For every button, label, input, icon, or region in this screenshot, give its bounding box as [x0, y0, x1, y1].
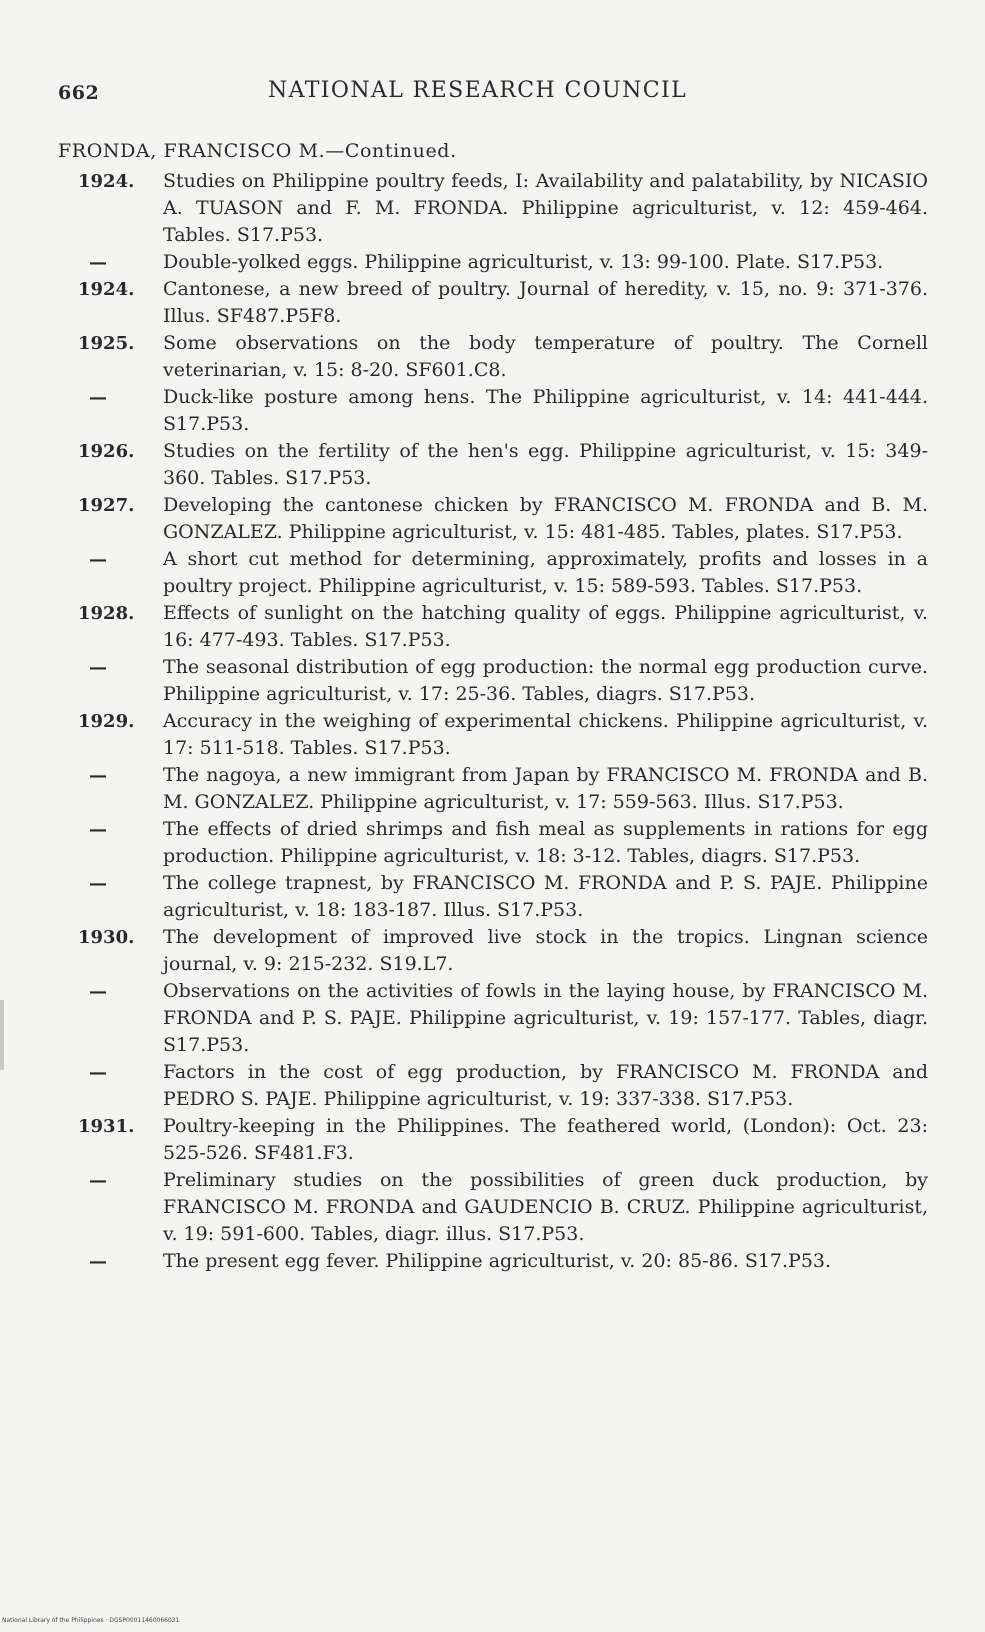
bibliography-entry — [78, 276, 928, 330]
entry-citation: Observations on the activities of fowls in the laying house, by FRANCISCO M. FRONDA and P. S. PAJE. Philippine agriculturist, v. 19: 157-177. Tables, diagr. S17.P53. — [163, 980, 928, 1056]
entry-year: 1929. — [78, 711, 135, 732]
entry-year: — — [89, 252, 107, 273]
entry-citation: Double-yolked eggs. Philippine agriculturist, v. 13: 99-100. Plate. S17.P53. — [163, 251, 884, 273]
entry-citation: The seasonal distribution of egg production: the normal egg production curve. Philippine agriculturist, v. 17: 25-36. Tables, diagrs. S17.P53. — [163, 656, 928, 705]
entry-citation: Cantonese, a new breed of poultry. Journal of heredity, v. 15, no. 9: 371-376. Illus. SF487.P5F8. — [163, 278, 928, 327]
bibliography-entry — [78, 384, 928, 438]
bibliography-entry — [78, 1113, 928, 1167]
entry-year: — — [89, 549, 107, 570]
entry-citation: The present egg fever. Philippine agriculturist, v. 20: 85-86. S17.P53. — [163, 1250, 832, 1272]
author-heading: FRONDA, FRANCISCO M.—Continued. — [58, 140, 457, 162]
bibliography-entry — [78, 924, 928, 978]
bibliography-entry — [78, 600, 928, 654]
bibliography-entry — [78, 978, 928, 1059]
bibliography-entry — [78, 762, 928, 816]
entry-citation: Poultry-keeping in the Philippines. The feathered world, (London): Oct. 23: 525-526. SF481.F3. — [163, 1115, 928, 1164]
entry-year: — — [89, 1062, 107, 1083]
bibliography-entry — [78, 1248, 928, 1275]
entry-citation: Some observations on the body temperature of poultry. The Cornell veterinarian, v. 15: 8-20. SF601.C8. — [163, 332, 928, 381]
bibliography-entry — [78, 249, 928, 276]
bibliography-entry — [78, 1167, 928, 1248]
page-number: 662 — [58, 82, 100, 104]
entry-citation: Factors in the cost of egg production, by FRANCISCO M. FRONDA and PEDRO S. PAJE. Philippine agriculturist, v. 19: 337-338. S17.P53. — [163, 1061, 928, 1110]
entry-citation: Effects of sunlight on the hatching quality of eggs. Philippine agriculturist, v. 16: 477-493. Tables. S17.P53. — [163, 602, 928, 651]
entry-year: 1926. — [78, 441, 135, 462]
bibliography-entry — [78, 546, 928, 600]
entry-year: — — [89, 819, 107, 840]
entry-citation: Accuracy in the weighing of experimental chickens. Philippine agriculturist, v. 17: 511-518. Tables. S17.P53. — [163, 710, 928, 759]
entry-year: 1925. — [78, 333, 135, 354]
entry-citation: The nagoya, a new immigrant from Japan by FRANCISCO M. FRONDA and B. M. GONZALEZ. Philippine agriculturist, v. 17: 559-563. Illus. S17.P53. — [163, 764, 928, 813]
bibliography-entry — [78, 330, 928, 384]
entry-year: — — [89, 1251, 107, 1272]
entry-year: — — [89, 387, 107, 408]
entry-citation: Studies on the fertility of the hen's egg. Philippine agriculturist, v. 15: 349-360. Tables. S17.P53. — [163, 440, 928, 489]
page-header — [58, 78, 718, 108]
bibliography-entry — [78, 168, 928, 249]
entry-year: 1928. — [78, 603, 135, 624]
entry-citation: The college trapnest, by FRANCISCO M. FRONDA and P. S. PAJE. Philippine agriculturist, v. 18: 183-187. Illus. S17.P53. — [163, 872, 928, 921]
entry-year: — — [89, 657, 107, 678]
entry-year: — — [89, 873, 107, 894]
entry-year: 1924. — [78, 279, 135, 300]
bibliography-entry — [78, 870, 928, 924]
entry-citation: Duck-like posture among hens. The Philippine agriculturist, v. 14: 441-444. S17.P53. — [163, 386, 928, 435]
entry-citation: Preliminary studies on the possibilities of green duck production, by FRANCISCO M. FRONDA and GAUDENCIO B. CRUZ. Philippine agriculturist, v. 19: 591-600. Tables, diagr. illus. S17.P53. — [163, 1169, 928, 1245]
entry-citation: A short cut method for determining, approximately, profits and losses in a poultry project. Philippine agriculturist, v. 15: 589-593. Tables. S17.P53. — [163, 548, 928, 597]
running-head: NATIONAL RESEARCH COUNCIL — [268, 78, 688, 103]
bibliography-entry — [78, 1059, 928, 1113]
entry-year: 1924. — [78, 171, 135, 192]
bibliography-entry — [78, 708, 928, 762]
scan-footer: National Library of the Philippines · DGSP00011460066031 — [2, 1617, 180, 1624]
scan-edge-mark — [0, 1000, 4, 1070]
bibliography-entry — [78, 438, 928, 492]
entry-year: 1930. — [78, 927, 135, 948]
entry-citation: Developing the cantonese chicken by FRANCISCO M. FRONDA and B. M. GONZALEZ. Philippine agriculturist, v. 15: 481-485. Tables, plates. S17.P53. — [163, 494, 928, 543]
entry-year: — — [89, 981, 107, 1002]
entry-year: — — [89, 765, 107, 786]
entry-citation: Studies on Philippine poultry feeds, I: Availability and palatability, by NICASIO A. TUASON and F. M. FRONDA. Philippine agriculturist, v. 12: 459-464. Tables. S17.P53. — [163, 170, 928, 246]
entry-citation: The effects of dried shrimps and fish meal as supplements in rations for egg production. Philippine agriculturist, v. 18: 3-12. Tables, diagrs. S17.P53. — [163, 818, 928, 867]
bibliography-entry — [78, 492, 928, 546]
bibliography-list — [78, 168, 928, 1275]
entry-year: 1931. — [78, 1116, 135, 1137]
bibliography-entry — [78, 816, 928, 870]
entry-year: — — [89, 1170, 107, 1191]
bibliography-entry — [78, 654, 928, 708]
entry-citation: The development of improved live stock in the tropics. Lingnan science journal, v. 9: 215-232. S19.L7. — [163, 926, 928, 975]
entry-year: 1927. — [78, 495, 135, 516]
